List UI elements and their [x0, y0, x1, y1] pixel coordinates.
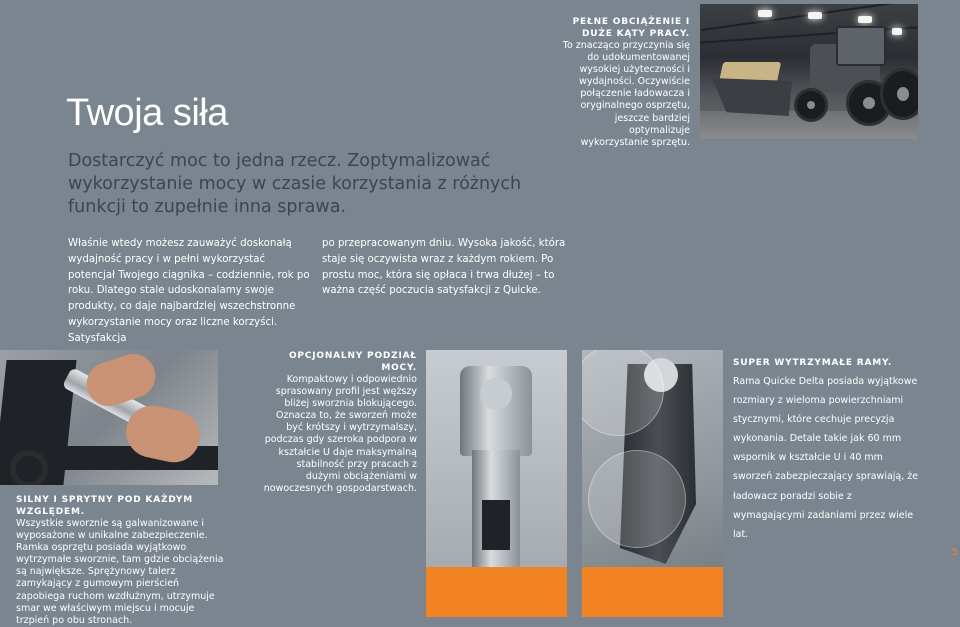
caption-optional-power-text: Kompaktowy i odpowiednio sprasowany profil jest węższy bliżej sworznia blokującego. Oznacza to, że sworzeń może być krótszy i wytrzymalszy, podczas gdy szeroka podpora w kształcie U daje maksymalną stabilność przy pracach z dużymi obciążeniami w nowoczesnych gospodarstwach.: [263, 374, 417, 494]
caption-strong-smart-text: Wszystkie sworznie są galwanizowane i wyposażone w unikalne zabezpieczenie. Ramka osprzętu posiada wyjątkowo wytrzymałe sworznie, tam gdzie obciążenia są największe. Sprężynowy talerz zamykający z gumowym pierścień zapobiega ruchom wzdłużnym, utrzymuje smar we właściwym miejscu i mocuje trzpień po obu stronach.: [16, 518, 224, 626]
orange-accent-block: [426, 567, 567, 617]
caption-strong-smart-heading: SILNY I SPRYTNY POD KAŻDYM WZGLĘDEM.: [16, 495, 193, 517]
caption-full-load-heading-2: DUŻE KĄTY PRACY.: [582, 29, 690, 39]
caption-strong-smart: [16, 494, 224, 627]
body-text-column-1: Właśnie wtedy możesz zauważyć doskonałą wydajność pracy i w pełni wykorzystać potencjał Twojego ciągnika – codziennie, rok po roku. Dlatego stale udoskonalamy swoje produkty, co daje najbardziej wszechstronne wykorzystanie mocy oraz liczne korzyści. Satysfakcja: [68, 238, 310, 344]
frame-plate-photo: [582, 350, 723, 617]
caption-optional-power-heading: OPCJONALNY PODZIAŁ MOCY.: [288, 351, 417, 373]
caption-full-load: [560, 16, 690, 149]
orange-accent-block: [582, 567, 723, 617]
tractor-loader-photo: [700, 4, 918, 139]
caption-full-load-heading-1: PEŁNE OBCIĄŻENIE I: [572, 17, 690, 27]
page-title: Twoja siła: [66, 92, 228, 134]
caption-super-frame-text: Rama Quicke Delta posiada wyjątkowe rozmiary z wieloma powierzchniami stycznymi, które cechuje precyzja wykonania. Detale takie jak 60 mm wspornik w kształcie U i 40 mm sworzeń zabezpieczający sprawiają, że ładowacz poradzi sobie z wymagającymi zadaniami przez wiele lat.: [733, 376, 919, 540]
caption-super-frame: [733, 350, 923, 541]
body-text-column-2: po przepracowanym dniu. Wysoka jakość, która staje się oczywista wraz z każdym rokiem. Po prostu moc, która się opłaca i trwa dłużej – to ważna część poczucia satysfakcji z Quicke.: [322, 238, 566, 297]
caption-full-load-text: To znacząco przyczynia się do udokumentowanej wysokiej użyteczności i wydajności. Oczywiście połączenie ładowacza i oryginalnego osprzętu, jeszcze bardziej optymalizuje wykorzystanie sprzętu.: [562, 40, 690, 148]
lead-paragraph: Dostarczyć moc to jedna rzecz. Zoptymalizować wykorzystanie mocy w czasie korzystania z różnych funkcji to zupełnie inna sprawa.: [68, 151, 522, 217]
pin-assembly-photo: [0, 350, 218, 485]
page-number: 5: [951, 547, 958, 558]
u-bracket-photo: [426, 350, 567, 617]
caption-optional-power: [260, 350, 417, 495]
caption-super-frame-heading: SUPER WYTRZYMAŁE RAMY.: [733, 358, 893, 368]
